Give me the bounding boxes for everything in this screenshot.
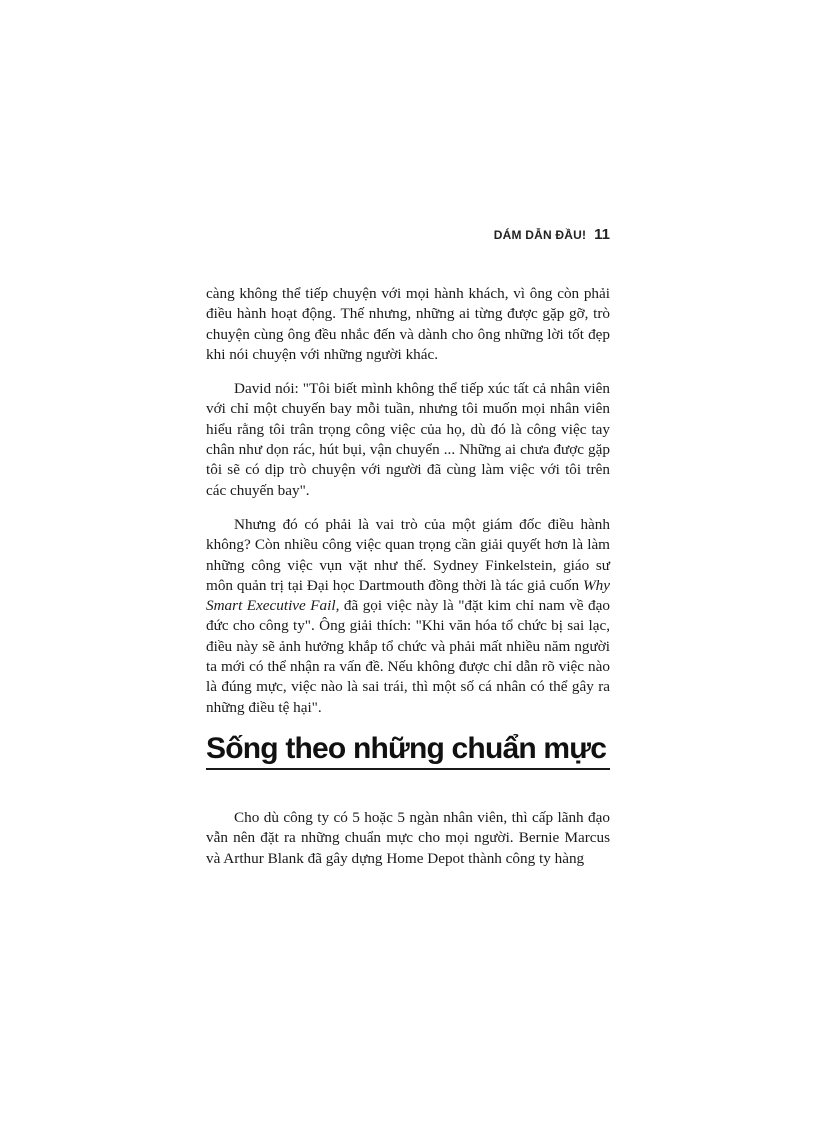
section-paragraph: Cho dù công ty có 5 hoặc 5 ngàn nhân viên, thì cấp lãnh đạo vẫn nên đặt ra những chuẩn mực cho mọi người. Bernie Marcus và Arthur Blank đã gây dựng Home Depot thành công ty hàng bbox=[206, 809, 610, 867]
paragraph-3-text-after: đã gọi việc này là "đặt kim chỉ nam về đạo đức cho công ty". Ông giải thích: "Khi văn hóa tổ chức bị sai lạc, điều này sẽ ảnh hưởng khắp tổ chức và phải mất nhiều năm người ta mới có thể nhận ra vấn đề. Nếu không được chỉ dẫn rõ việc nào là đúng mực, việc nào là sai trái, thì một số cá nhân có thể gây ra những điều tệ hại". bbox=[206, 597, 610, 716]
running-title: DÁM DẪN ĐẦU! bbox=[493, 228, 587, 242]
running-header bbox=[206, 226, 610, 244]
paragraph-2: David nói: "Tôi biết mình không thể tiếp xúc tất cả nhân viên với chỉ một chuyến bay mỗi tuần, nhưng tôi muốn mọi nhân viên hiểu rằng tôi trân trọng công việc của họ, dù đó là công việc tay chân như dọn rác, hút bụi, vận chuyển ... Những ai chưa được gặp tôi sẽ có dịp trò chuyện với người đã cùng làm việc với tôi trên các chuyến bay". bbox=[206, 380, 610, 499]
section-heading: Sống theo những chuẩn mực bbox=[206, 730, 610, 770]
page-number: 11 bbox=[594, 226, 610, 243]
section-body bbox=[206, 808, 610, 869]
paragraph-3-text-before: Nhưng đó có phải là vai trò của một giám đốc điều hành không? Còn nhiều công việc quan trọng cần giải quyết hơn là làm những công việc vụn vặt như thế. Sydney Finkelstein, giáo sư môn quản trị tại Đại học Dartmouth đồng thời là tác giả cuốn bbox=[206, 515, 610, 594]
paragraph-3 bbox=[206, 515, 610, 718]
book-title: Why Smart Executive Fail, bbox=[206, 576, 610, 615]
body-text bbox=[206, 284, 610, 732]
paragraph-1: càng không thể tiếp chuyện với mọi hành khách, vì ông còn phải điều hành hoạt động. Thế nhưng, những ai từng được gặp gỡ, trò chuyện cùng ông đều nhắc đến và dành cho ông những lời tốt đẹp khi nói chuyện với những người khác. bbox=[206, 285, 610, 363]
